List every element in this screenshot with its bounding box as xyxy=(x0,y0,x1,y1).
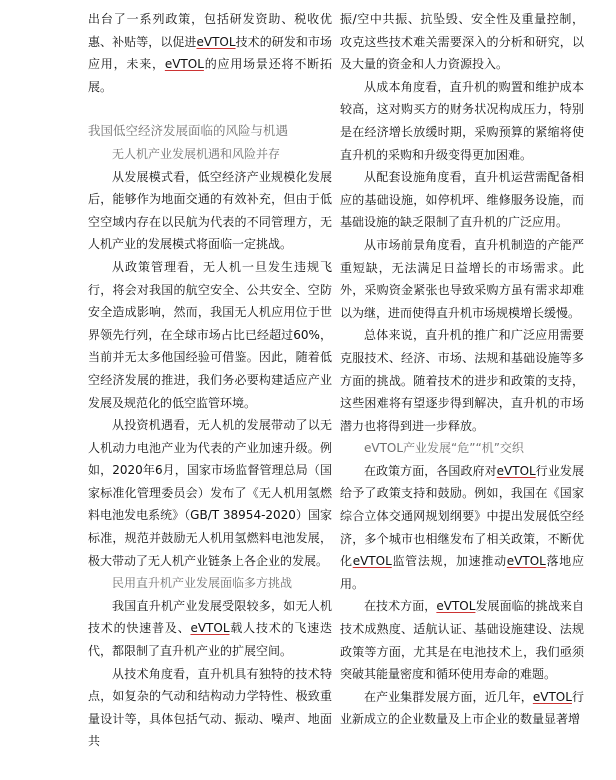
paragraph-infrastructure: 从配套设施角度看，直升机运营需配备相应的基础设施，如停机坪、维修服务设施，而基础设施的缺乏限制了直升机的广泛应用。 xyxy=(340,170,584,230)
evtol-term: eVTOL xyxy=(506,554,546,569)
paragraph-policy-management: 从政策管理看，无人机一旦发生违规飞行，将会对我国的航空安全、公共安全、空防安全造成影响，然而，我国无人机应用位于世界领先行列，在全球市场占比已经超过60%，当前并无太多他国经验可借鉴。因此，随着低空经济发展的推进，我们务必要构建适应产业发展及规范化的低空监管环境。 xyxy=(88,259,332,410)
paragraph-evtol-industry-cluster: 在产业集群发展方面，近几年，eVTOL行业新成立的企业数量及上市企业的数量显著增 xyxy=(340,689,584,727)
evtol-term: eVTOL xyxy=(352,554,392,569)
paragraph-development-model: 从发展模式看，低空经济产业规模化发展后，能够作为地面交通的有效补充，但由于低空空域内存在以民航为代表的不同管理方，无人机产业的发展模式将面临一定挑战。 xyxy=(88,169,332,252)
evtol-term: eVTOL xyxy=(196,34,236,49)
evtol-term: eVTOL xyxy=(190,621,230,636)
paragraph-market: 从市场前景角度看，直升机制造的产能严重短缺，无法满足日益增长的市场需求。此外，采购资金紧张也导致采购方虽有需求却难以为继，进而使得直升机市场规模增长缓慢。 xyxy=(340,237,584,320)
right-column xyxy=(340,8,584,731)
evtol-term: eVTOL xyxy=(436,599,476,614)
spacer xyxy=(88,98,332,120)
evtol-term: eVTOL xyxy=(496,463,536,478)
evtol-term: eVTOL xyxy=(164,57,204,72)
subsection-title-evtol: eVTOL产业发展“危”“机”交织 xyxy=(364,441,524,456)
paragraph-technology-continued: 振/空中共振、抗坠毁、安全性及重量控制，攻克这些技术难关需要深入的分析和研究，以及大量的资金和人力资源投入。 xyxy=(340,12,584,72)
section-title: 我国低空经济发展面临的风险与机遇 xyxy=(88,123,289,139)
paragraph-summary: 总体来说，直升机的推广和广泛应用需要克服技术、经济、市场、法规和基础设施等多方面的挑战。随着技术的进步和政策的支持，这些困难将有望逐步得到解决，直升机的市场潜力也将得到进一步释放。 xyxy=(340,328,584,433)
paragraph-investment: 从投资机遇看，无人机的发展带动了以无人机动力电池产业为代表的产业加速升级。例如，2020年6月，国家市场监督管理总局（国家标准化管理委员会）发布了《无人机用氢燃料电池发电系统》（GB/T 38954-2020）国家标准，规范并鼓励无人机用氢燃料电池发展，极大带动了无人机产业链条上各企业的发展。 xyxy=(88,418,332,568)
paragraph-cost: 从成本角度看，直升机的购置和维护成本较高，这对购买方的财务状况构成压力，特别是在经济增长放缓时期，采购预算的紧缩将使直升机的采购和升级变得更加困难。 xyxy=(340,79,584,162)
paragraph-evtol-policy: 在政策方面，各国政府对eVTOL行业发展给予了政策支持和鼓励。例如，我国在《国家综合立体交通网规划纲要》中提出发展低空经济，多个城市也相继发布了相关政策，不断优化eVTOL监管法规，加速推动eVTOL落地应用。 xyxy=(340,463,584,591)
intro-paragraph: 出台了一系列政策，包括研发资助、税收优惠、补贴等，以促进eVTOL技术的研发和市场应用，未来，eVTOL的应用场景还将不断拓展。 xyxy=(88,12,332,94)
evtol-term: eVTOL xyxy=(532,689,572,704)
subsection-title-helicopter: 民用直升机产业发展面临多方挑战 xyxy=(112,576,293,591)
subsection-title-drone: 无人机产业发展机遇和风险并存 xyxy=(112,146,281,161)
paragraph-evtol-technology: 在技术方面，eVTOL发展面临的挑战来自技术成熟度、适航认证、基础设施建设、法规政策等方面，尤其是在电池技术上，我们亟须突破其能量密度和循环使用寿命的难题。 xyxy=(340,599,584,682)
left-column xyxy=(88,8,332,753)
paragraph-technology: 从技术角度看，直升机具有独特的技术特点，如复杂的气动和结构动力学特性、极致重量设计等，具体包括气动、振动、噪声、地面共 xyxy=(88,666,332,749)
paragraph-helicopter-limits: 我国直升机产业发展受限较多，如无人机技术的快速普及、eVTOL载人技术的飞速迭代，都限制了直升机产业的扩展空间。 xyxy=(88,598,332,659)
